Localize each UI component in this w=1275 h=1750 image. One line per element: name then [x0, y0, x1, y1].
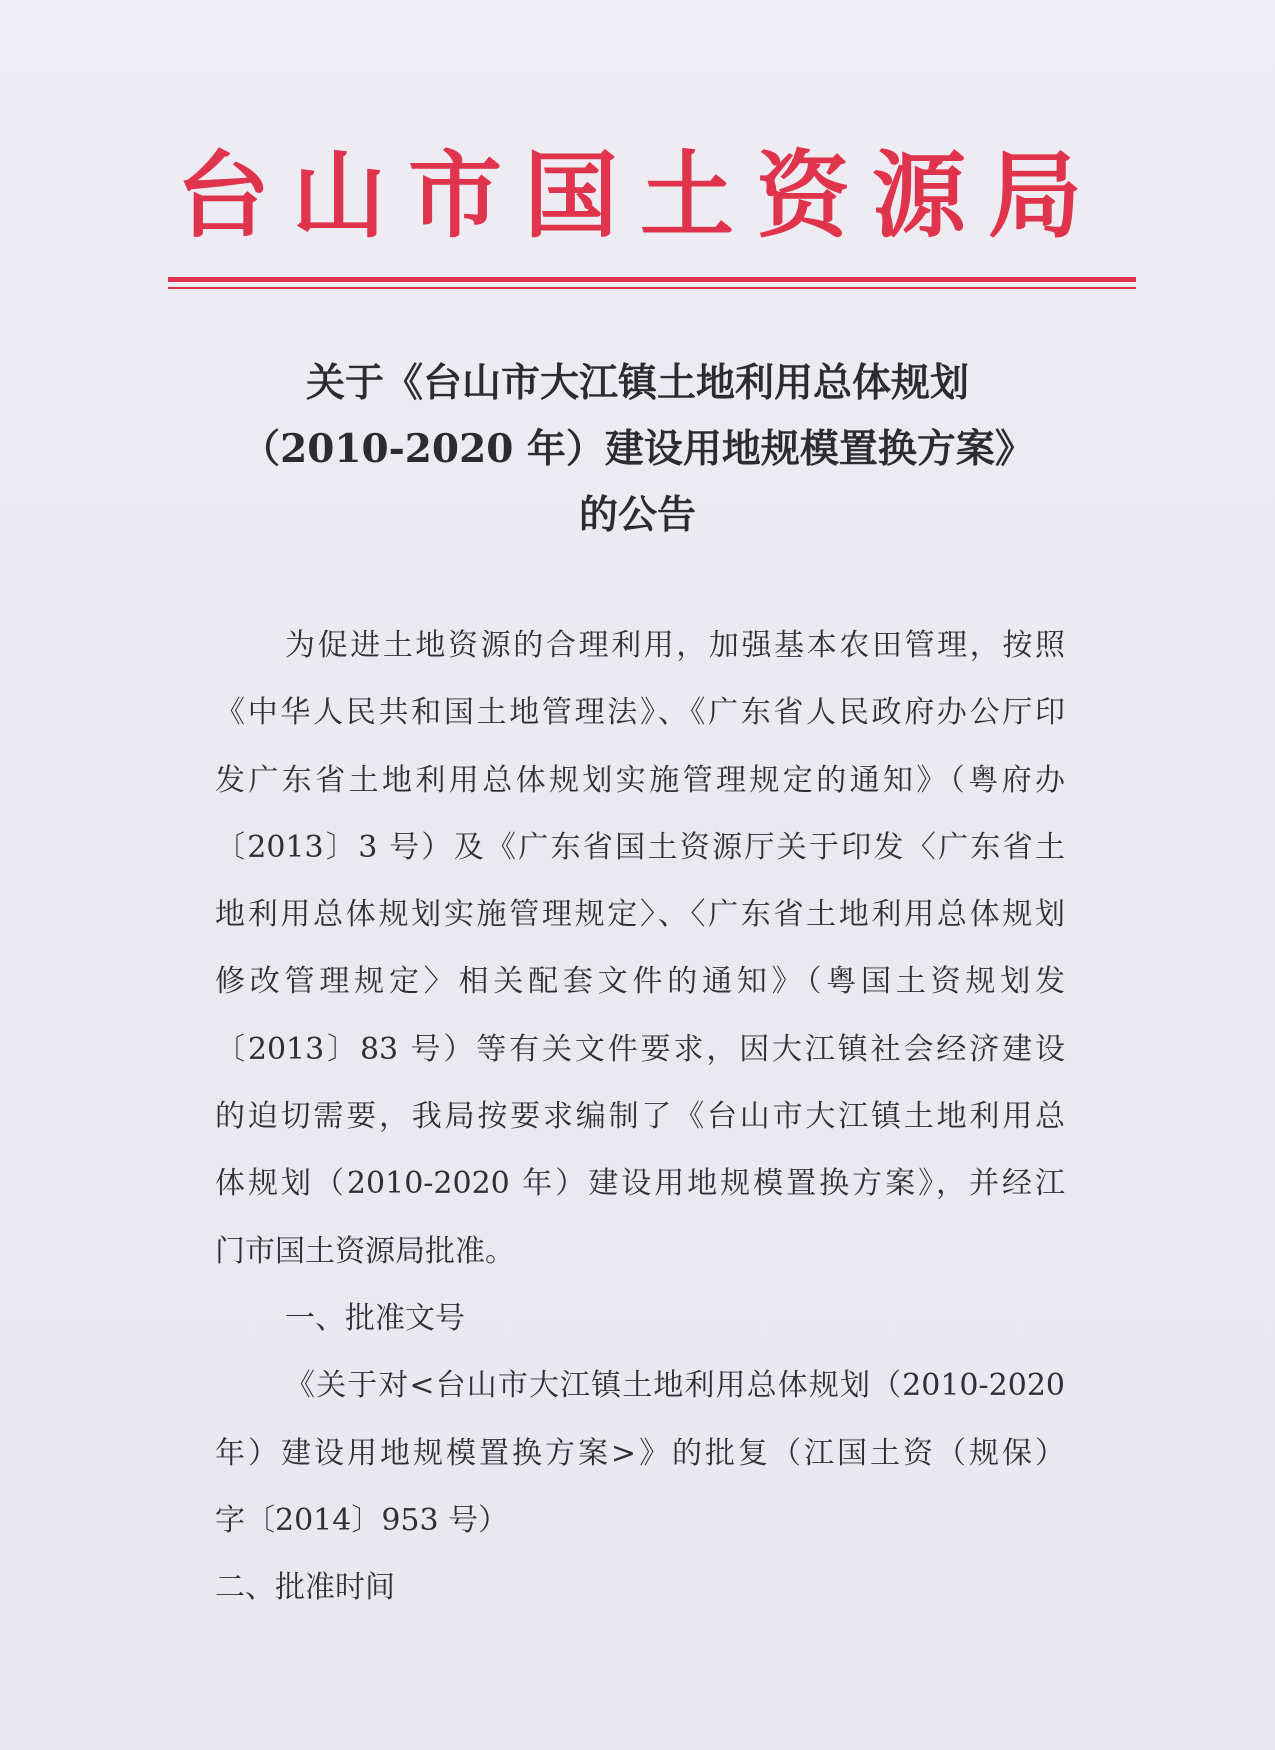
intro-line: 修改管理规定〉相关配套文件的通知》（粤国土资规划发 [215, 964, 1065, 1000]
title-line-2: （2010-2020 年）建设用地规模置换方案》 [241, 426, 1034, 472]
document-title [200, 350, 1075, 548]
intro-line: 体规划（2010-2020 年）建设用地规模置换方案》，并经江 [215, 1166, 1065, 1202]
intro-line: 为促进土地资源的合理利用，加强基本农田管理，按照 [285, 628, 1065, 663]
title-line-3: 的公告 [578, 492, 696, 538]
intro-line: 门市国土资源局批准。 [215, 1233, 515, 1269]
section1-heading: 一、批准文号 [285, 1300, 465, 1336]
intro-line: 〔2013〕83 号）等有关文件要求，因大江镇社会经济建设 [215, 1031, 1065, 1067]
section1-line: 字〔2014〕953 号） [215, 1502, 509, 1538]
masthead-rule-thick [168, 277, 1136, 282]
section1-line: 年）建设用地规模置换方案>》的批复（江国土资（规保） [215, 1435, 1065, 1471]
intro-line: 〔2013〕3 号）及《广东省国土资源厅关于印发〈广东省土 [215, 829, 1065, 865]
section2-heading: 二、批准时间 [215, 1570, 395, 1606]
intro-line: 的迫切需要，我局按要求编制了《台山市大江镇土地利用总 [215, 1099, 1065, 1135]
title-line-1: 关于《台山市大江镇土地利用总体规划 [305, 360, 969, 406]
masthead-rule-thin [168, 287, 1136, 289]
section1-line: 《关于对<台山市大江镇土地利用总体规划（2010-2020 [285, 1368, 1065, 1404]
intro-line: 发广东省土地利用总体规划实施管理规定的通知》（粤府办 [215, 762, 1065, 798]
intro-line: 地利用总体规划实施管理规定〉、〈广东省土地利用总体规划 [215, 897, 1065, 933]
document-body [215, 612, 1065, 1621]
intro-line: 《中华人民共和国土地管理法》、《广东省人民政府办公厅印 [215, 695, 1065, 731]
agency-masthead: 台山市国土资源局 [175, 142, 1104, 251]
